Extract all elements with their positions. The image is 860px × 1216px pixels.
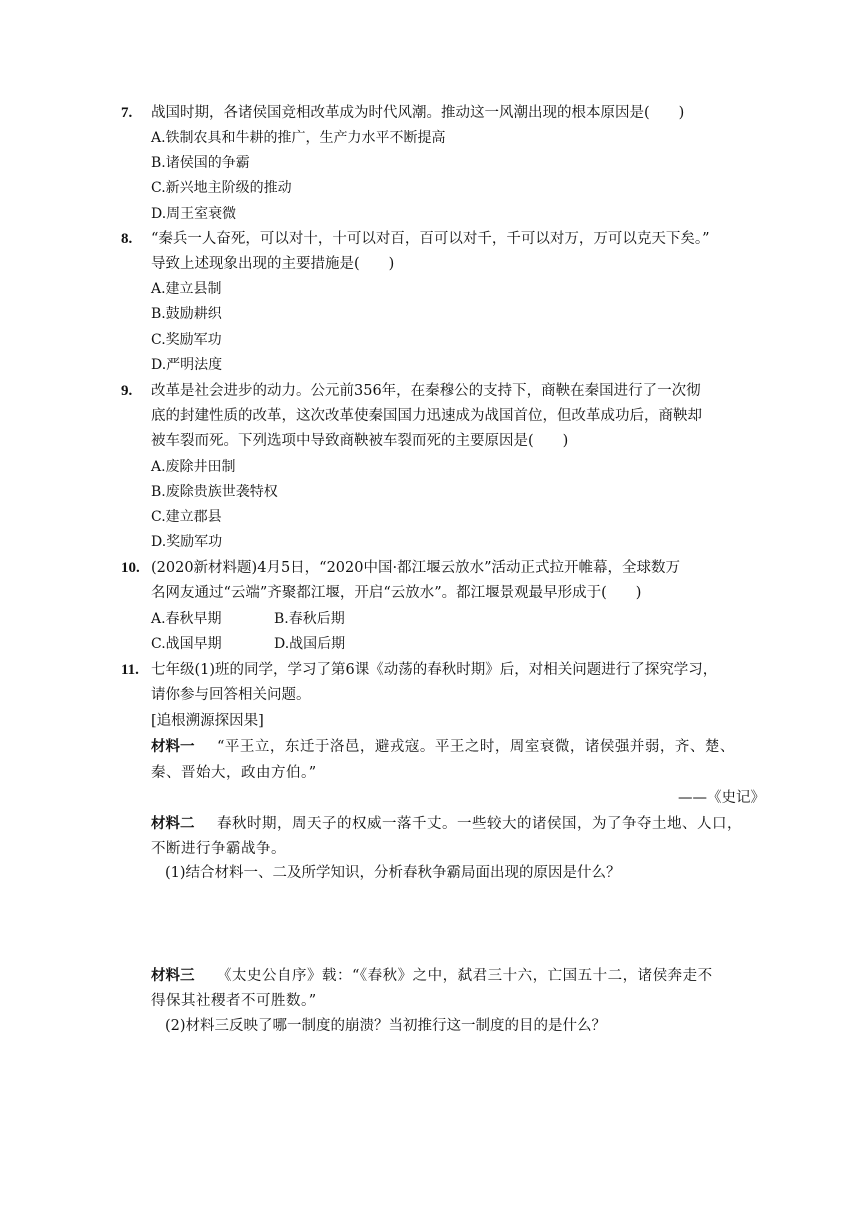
option-b: B.废除贵族世袭特权 [151, 484, 278, 500]
option-a: A.春秋早期 [151, 611, 222, 627]
option-d: D.战国后期 [274, 636, 346, 652]
question-stem-line-2: 请你参与回答相关问题。 [151, 687, 311, 703]
material-one-label: 材料一 [151, 738, 195, 755]
question-stem-line-2: 导致上述现象出现的主要措施是( ) [151, 256, 395, 272]
option-d: D.周王室衰微 [151, 206, 237, 222]
question-stem-line-1: (2020新材料题)4月5日，“2020中国·都江堰云放水”活动正式拉开帷幕，全球数万 [151, 560, 680, 576]
question-stem: 战国时期，各诸侯国竞相改革成为时代风潮。推动这一风潮出现的根本原因是( ) [151, 105, 685, 121]
material-two-text-line-1: 春秋时期，周天子的权威一落千丈。一些较大的诸侯国，为了争夺土地、人口， [217, 816, 742, 832]
sub-question-1: (1)结合材料一、二及所学知识，分析春秋争霸局面出现的原因是什么？ [165, 865, 621, 881]
question-stem-line-2: 底的封建性质的改革，这次改革使秦国国力迅速成为战国首位，但改革成功后，商鞅却 [151, 408, 702, 424]
material-three-text-line-1: 《太史公自序》载：“《春秋》之中，弑君三十六，亡国五十二，诸侯奔走不 [217, 968, 713, 984]
question-stem-line-2: 名网友通过“云端”齐聚都江堰，开启“云放水”。都江堰景观最早形成于( ) [151, 585, 642, 601]
option-c: C.新兴地主阶级的推动 [151, 180, 292, 196]
option-c: C.战国早期 [151, 636, 222, 652]
option-b: B.春秋后期 [274, 611, 345, 627]
question-stem-line-1: “秦兵一人奋死，可以对十，十可以对百，百可以对千，千可以对万，万可以克天下矣。” [151, 231, 710, 247]
question-stem-line-1: 改革是社会进步的动力。公元前356年，在秦穆公的支持下，商鞅在秦国进行了一次彻 [151, 383, 701, 399]
option-a: A.铁制农具和牛耕的推广，生产力水平不断提高 [151, 130, 446, 146]
material-one-source: ——《史记》 [678, 790, 765, 806]
material-two-text-line-2: 不断进行争霸战争。 [151, 841, 286, 857]
option-c: C.建立郡县 [151, 509, 222, 525]
option-a: A.建立县制 [151, 281, 222, 297]
option-a: A.废除井田制 [151, 459, 236, 475]
option-b: B.诸侯国的争霸 [151, 155, 250, 171]
question-stem-line-1: 七年级(1)班的同学，学习了第6课《动荡的春秋时期》后，对相关问题进行了探究学习， [151, 662, 718, 678]
question-number: 10. [121, 560, 140, 576]
material-three-label: 材料三 [151, 967, 195, 984]
section-heading: [追根溯源探因果] [151, 713, 264, 729]
sub-question-2: (2)材料三反映了哪一制度的崩溃？当初推行这一制度的目的是什么？ [165, 1018, 607, 1034]
question-number: 8. [121, 231, 133, 247]
material-two-label: 材料二 [151, 815, 195, 832]
question-number: 11. [121, 662, 139, 678]
option-d: D.严明法度 [151, 357, 223, 373]
option-c: C.奖励军功 [151, 332, 222, 348]
material-one-text-line-2: 秦、晋始大，政由方伯。” [151, 765, 317, 781]
question-number: 9. [121, 383, 133, 399]
question-number: 7. [121, 105, 133, 121]
option-b: B.鼓励耕织 [151, 306, 222, 322]
material-three-text-line-2: 得保其社稷者不可胜数。” [151, 993, 317, 1009]
option-d: D.奖励军功 [151, 534, 223, 550]
question-stem-line-3: 被车裂而死。下列选项中导致商鞅被车裂而死的主要原因是( ) [151, 433, 569, 449]
material-one-text-line-1: “平王立，东迁于洛邑，避戎寇。平王之时，周室衰微，诸侯强并弱，齐、楚、 [217, 739, 735, 755]
